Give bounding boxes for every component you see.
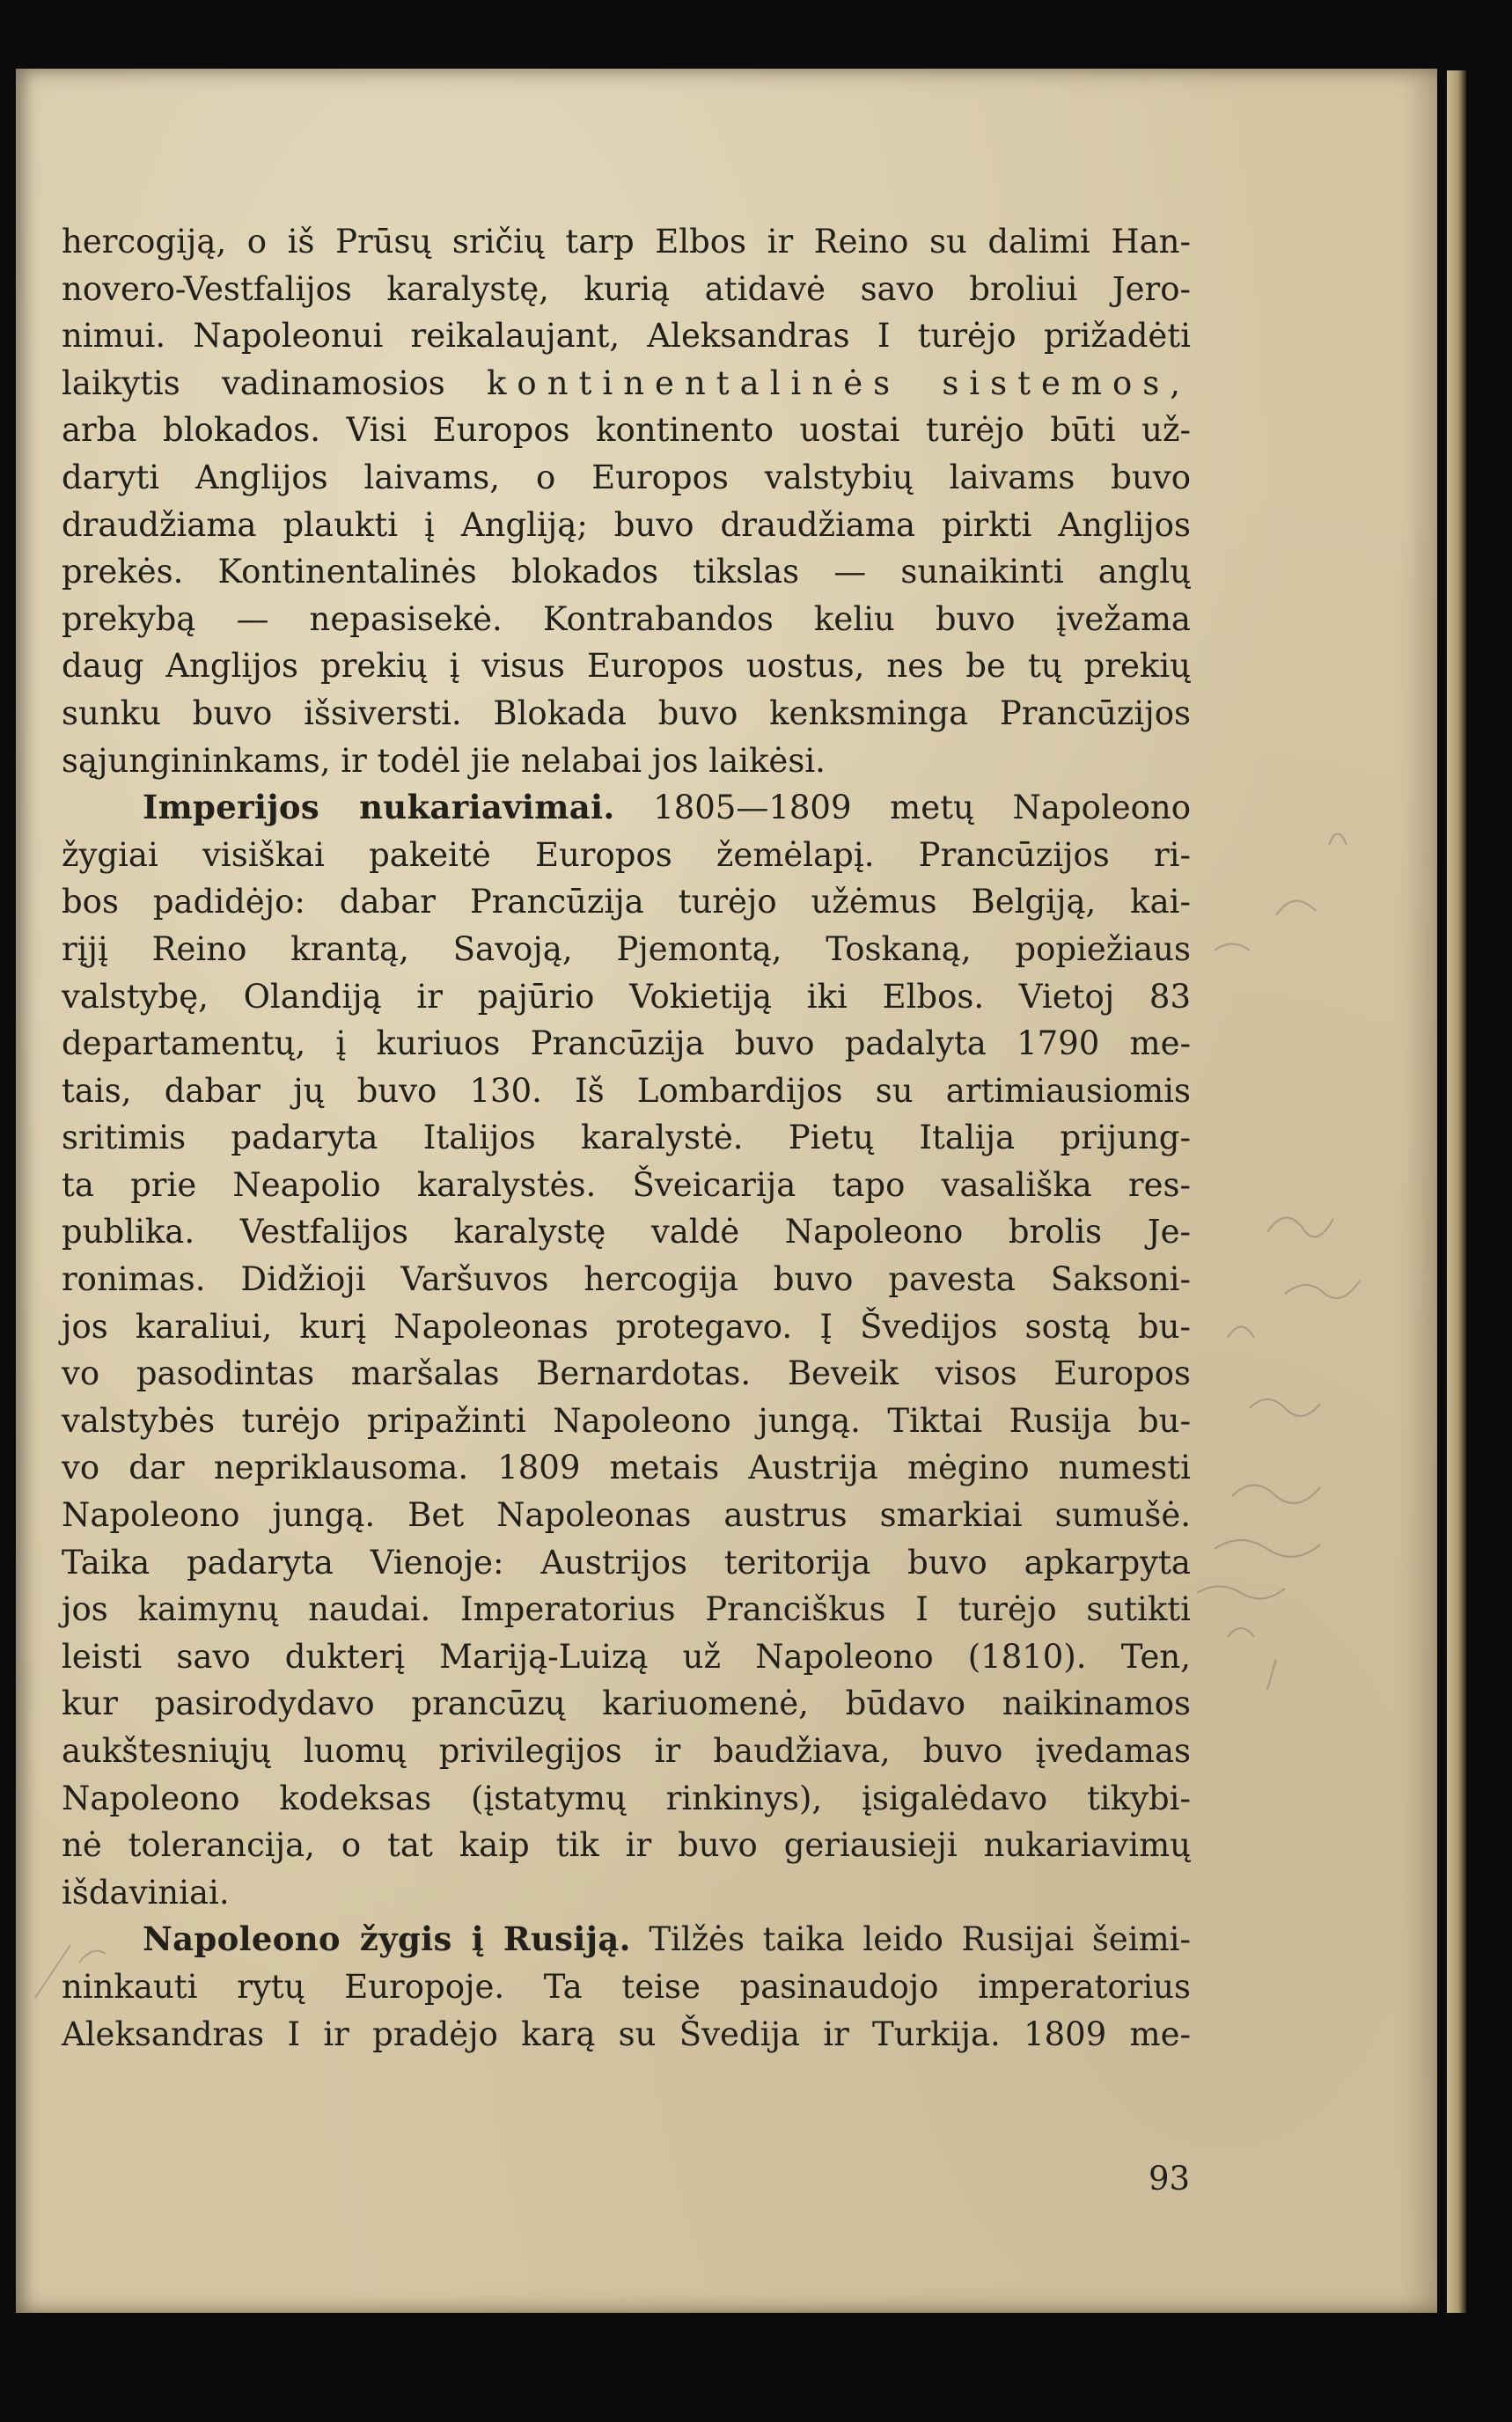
text-line: sritimis padaryta Italijos karalystė. Pietų Italija prijung- [62,1119,1191,1157]
text-line: sunku buvo išsiversti. Blokada buvo kenksminga Prancūzijos [62,694,1191,732]
page-number: 93 [1149,2160,1191,2198]
text-line: tais, dabar jų buvo 130. Iš Lombardijos su artimiausiomis [62,1071,1191,1110]
text-line: išdaviniai. [62,1873,230,1912]
paragraph-russia-campaign [62,1916,1191,2058]
text-line: nimui. Napoleonui reikalaujant, Aleksandras I turėjo prižadėti [62,317,1191,356]
text-line: aukštesniųjų luomų privilegijos ir baudžiava, buvo įvedamas [62,1732,1191,1770]
paragraph-continental-system [62,218,1191,784]
text-fragment: laikytis vadinamosios [62,363,445,402]
text-line: ninkauti rytų Europoje. Ta teise pasinaudojo imperatorius [62,1967,1191,2006]
text-line: Taika padaryta Vienoje: Austrijos teritorija buvo apkarpyta [62,1543,1191,1582]
text-line: draudžiama plaukti į Angliją; buvo draudžiama pirkti Anglijos [62,505,1191,544]
section-heading: Napoleono žygis į Rusiją. [143,1919,631,1959]
text-line: Napoleono jungą. Bet Napoleonas austrus smarkiai sumušė. [62,1496,1191,1535]
text-line: prekės. Kontinentalinės blokados tikslas — sunaikinti anglų [62,553,1191,591]
text-line: valstybės turėjo pripažinti Napoleono jungą. Tiktai Rusija bu- [62,1401,1191,1440]
text-line: departamentų, į kuriuos Prancūzija buvo padalyta 1790 me- [62,1024,1191,1063]
text-line: Aleksandras I ir pradėjo karą su Švedija ir Turkija. 1809 me- [62,2015,1191,2053]
text-line: vo dar nepriklausoma. 1809 metais Austrija mėgino numesti [62,1449,1191,1487]
text-line: daryti Anglijos laivams, o Europos valstybių laivams buvo [62,458,1191,496]
text-line: valstybę, Olandiją ir pajūrio Vokietiją iki Elbos. Vietoj 83 [62,977,1191,1016]
text-line [62,1916,1191,1963]
text-line: vo pasodintas maršalas Bernardotas. Beveik visos Europos [62,1354,1191,1393]
spaced-term: sistemos, [942,363,1191,402]
paragraph-empire-conquests [62,784,1191,1916]
text-fragment: Tilžės taika leido Rusijai šeimi- [649,1920,1192,1959]
spaced-term: kontinentalinės [487,363,901,402]
text-fragment: 1805—1809 metų Napoleono [653,789,1191,827]
text-line: bos padidėjo: dabar Prancūzija turėjo užėmus Belgiją, kai- [62,883,1191,921]
text-line: rįjį Reino krantą, Savoją, Pjemontą, Toskaną, popiežiaus [62,929,1191,968]
text-line: prekybą — nepasisekė. Kontrabandos keliu buvo įvežama [62,599,1191,638]
text-line: jos kaimynų naudai. Imperatorius Pranciškus I turėjo sutikti [62,1590,1191,1629]
text-line: Napoleono kodeksas (įstatymų rinkinys), įsigalėdavo tikybi- [62,1779,1191,1817]
text-line: leisti savo dukterį Mariją-Luizą už Napoleono (1810). Ten, [62,1637,1191,1676]
text-line: jos karaliui, kurį Napoleonas protegavo. Į Švedijos sostą bu- [62,1307,1191,1346]
text-line: nė tolerancija, o tat kaip tik ir buvo geriausieji nukariavimų [62,1826,1191,1865]
text-line: hercogiją, o iš Prūsų sričių tarp Elbos ir Reino su dalimi Han- [62,223,1191,261]
text-line: žygiai visiškai pakeitė Europos žemėlapį. Prancūzijos ri- [62,835,1191,874]
page-edge [1447,70,1466,2313]
text-line: ronimas. Didžioji Varšuvos hercogija buvo pavesta Saksoni- [62,1260,1191,1299]
text-line: sąjungininkams, ir todėl jie nelabai jos laikėsi. [62,741,826,780]
text-line: arba blokados. Visi Europos kontinento uostai turėjo būti už- [62,411,1191,450]
text-line: daug Anglijos prekių į visus Europos uostus, nes be tų prekių [62,647,1191,686]
section-heading: Imperijos nukariavimai. [143,788,615,827]
text-line: publika. Vestfalijos karalystę valdė Napoleono brolis Je- [62,1213,1191,1251]
text-line [62,784,1191,832]
text-line: ta prie Neapolio karalystės. Šveicarija tapo vasališka res- [62,1165,1191,1204]
text-line: novero-Vestfalijos karalystę, kurią atidavė savo broliui Jero- [62,269,1191,308]
text-line [62,360,1191,407]
page-text [62,218,1191,2058]
text-line: kur pasirodydavo prancūzų kariuomenė, būdavo naikinamos [62,1684,1191,1723]
